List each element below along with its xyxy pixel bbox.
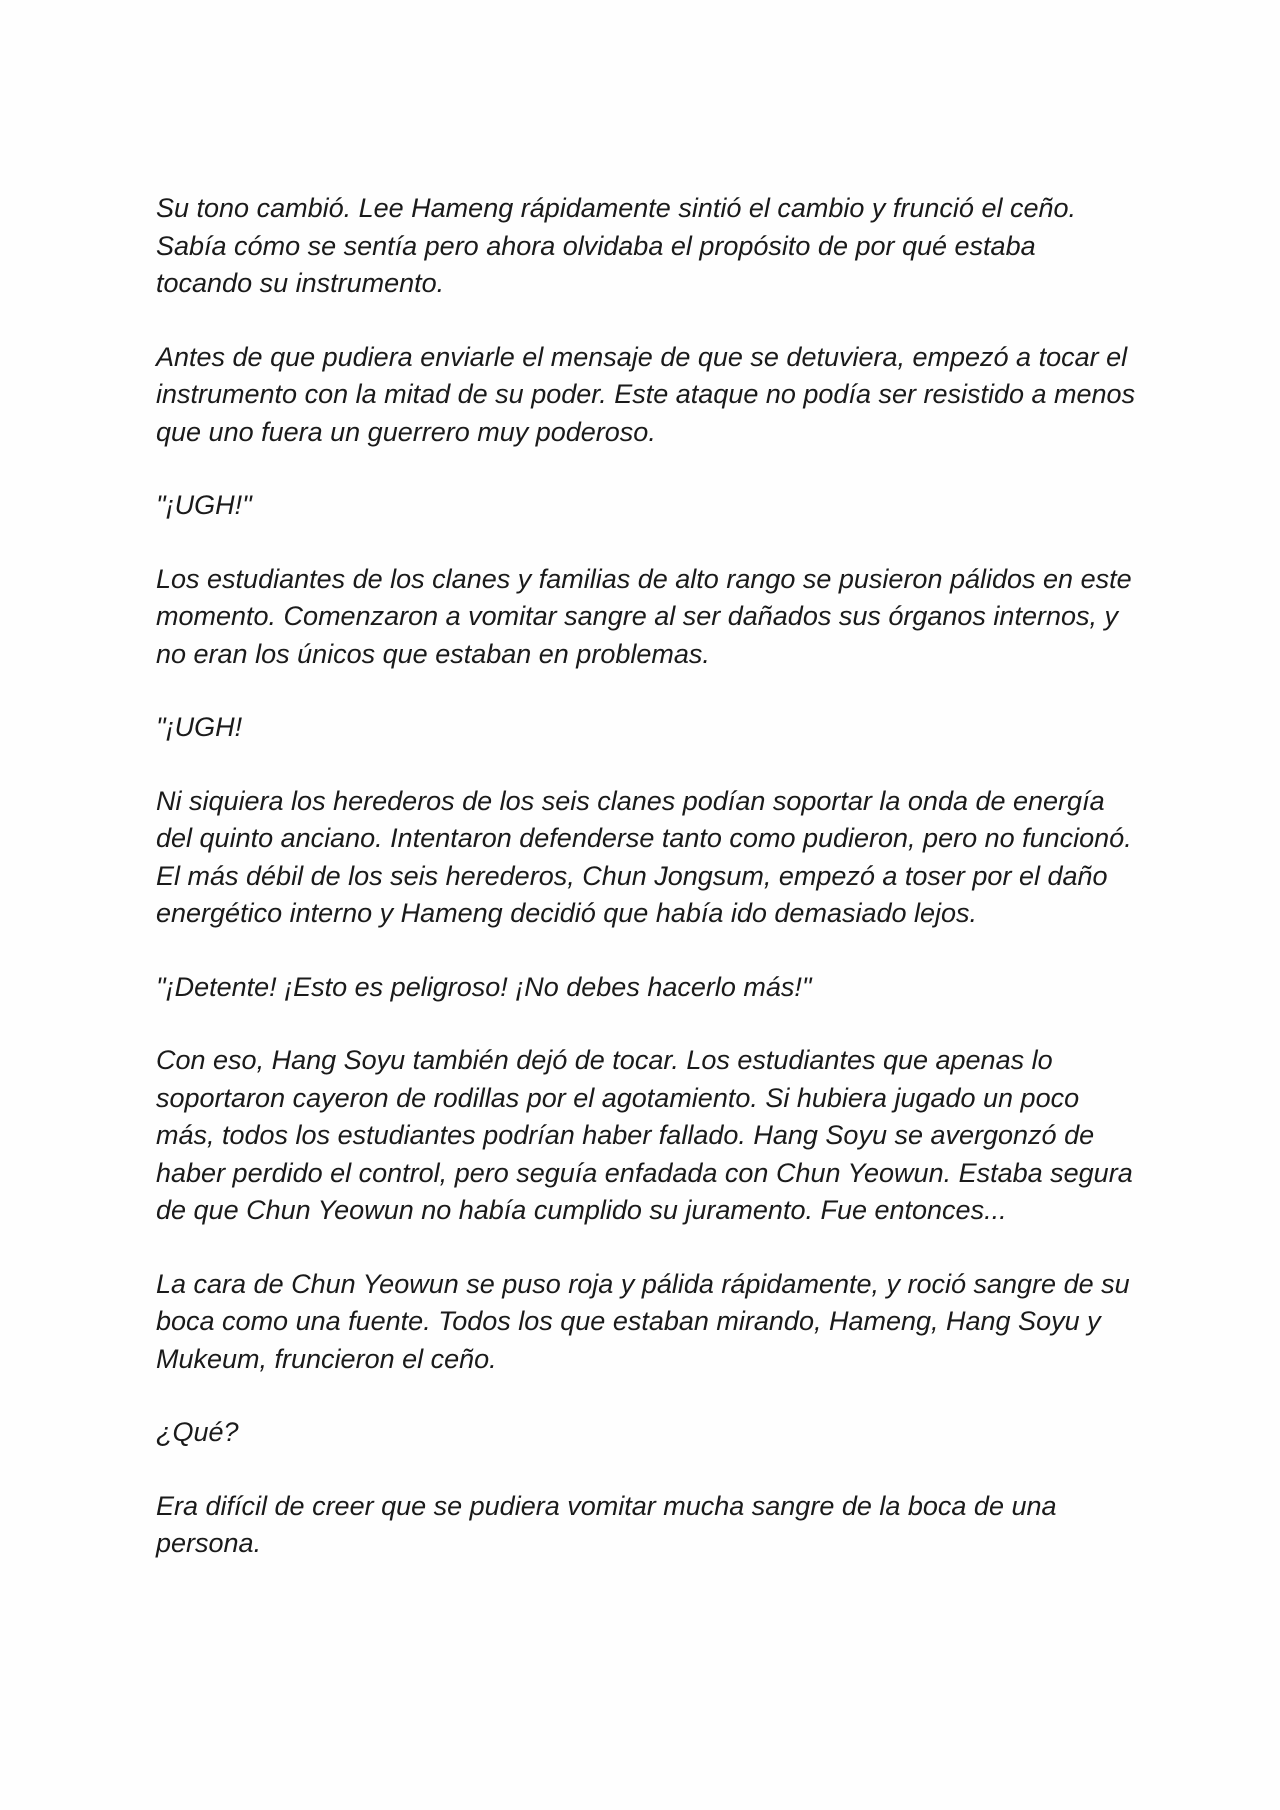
thought-line: ¿Qué?	[156, 1417, 239, 1447]
paragraph: La cara de Chun Yeowun se puso roja y pálida rápidamente, y roció sangre de su boca como una fuente. Todos los que estaban mirando, Hameng, Hang Soyu y Mukeum, fruncieron el ceño.	[156, 1268, 1130, 1374]
paragraph: Antes de que pudiera enviarle el mensaje de que se detuviera, empezó a tocar el instrumento con la mitad de su poder. Este ataque no podía ser resistido a menos que uno fuera un guerrero muy poderoso.	[156, 341, 1136, 447]
dialogue-line: "¡Detente! ¡Esto es peligroso! ¡No debes hacerlo más!"	[156, 971, 812, 1002]
paragraph: Era difícil de creer que se pudiera vomitar mucha sangre de la boca de una persona.	[156, 1490, 1057, 1558]
document-body	[156, 190, 1136, 1599]
paragraph: Los estudiantes de los clanes y familias de alto rango se pusieron pálidos en este momento. Comenzaron a vomitar sangre al ser dañados sus órganos internos, y no eran los únicos que estaban en problemas.	[156, 563, 1132, 669]
paragraph: Ni siquiera los herederos de los seis clanes podían soportar la onda de energía del quinto anciano. Intentaron defenderse tanto como pudieron, pero no funcionó. El más débil de los seis herederos, Chun Jongsum, empezó a toser por el daño energético interno y Hameng decidió que había ido demasiado lejos.	[156, 785, 1132, 928]
dialogue-line: "¡UGH!"	[156, 490, 252, 520]
paragraph: Con eso, Hang Soyu también dejó de tocar. Los estudiantes que apenas lo soportaron cayeron de rodillas por el agotamiento. Si hubiera jugado un poco más, todos los estudiantes podrían haber fallado. Hang Soyu se avergonzó de haber perdido el control, pero seguía enfadada con Chun Yeowun. Estaba segura de que Chun Yeowun no había cumplido su juramento. Fue entonces...	[156, 1045, 1133, 1225]
dialogue-line: "¡UGH!	[156, 712, 243, 742]
paragraph: Su tono cambió. Lee Hameng rápidamente sintió el cambio y frunció el ceño. Sabía cómo se sentía pero ahora olvidaba el propósito de por qué estaba tocando su instrumento.	[156, 193, 1077, 298]
